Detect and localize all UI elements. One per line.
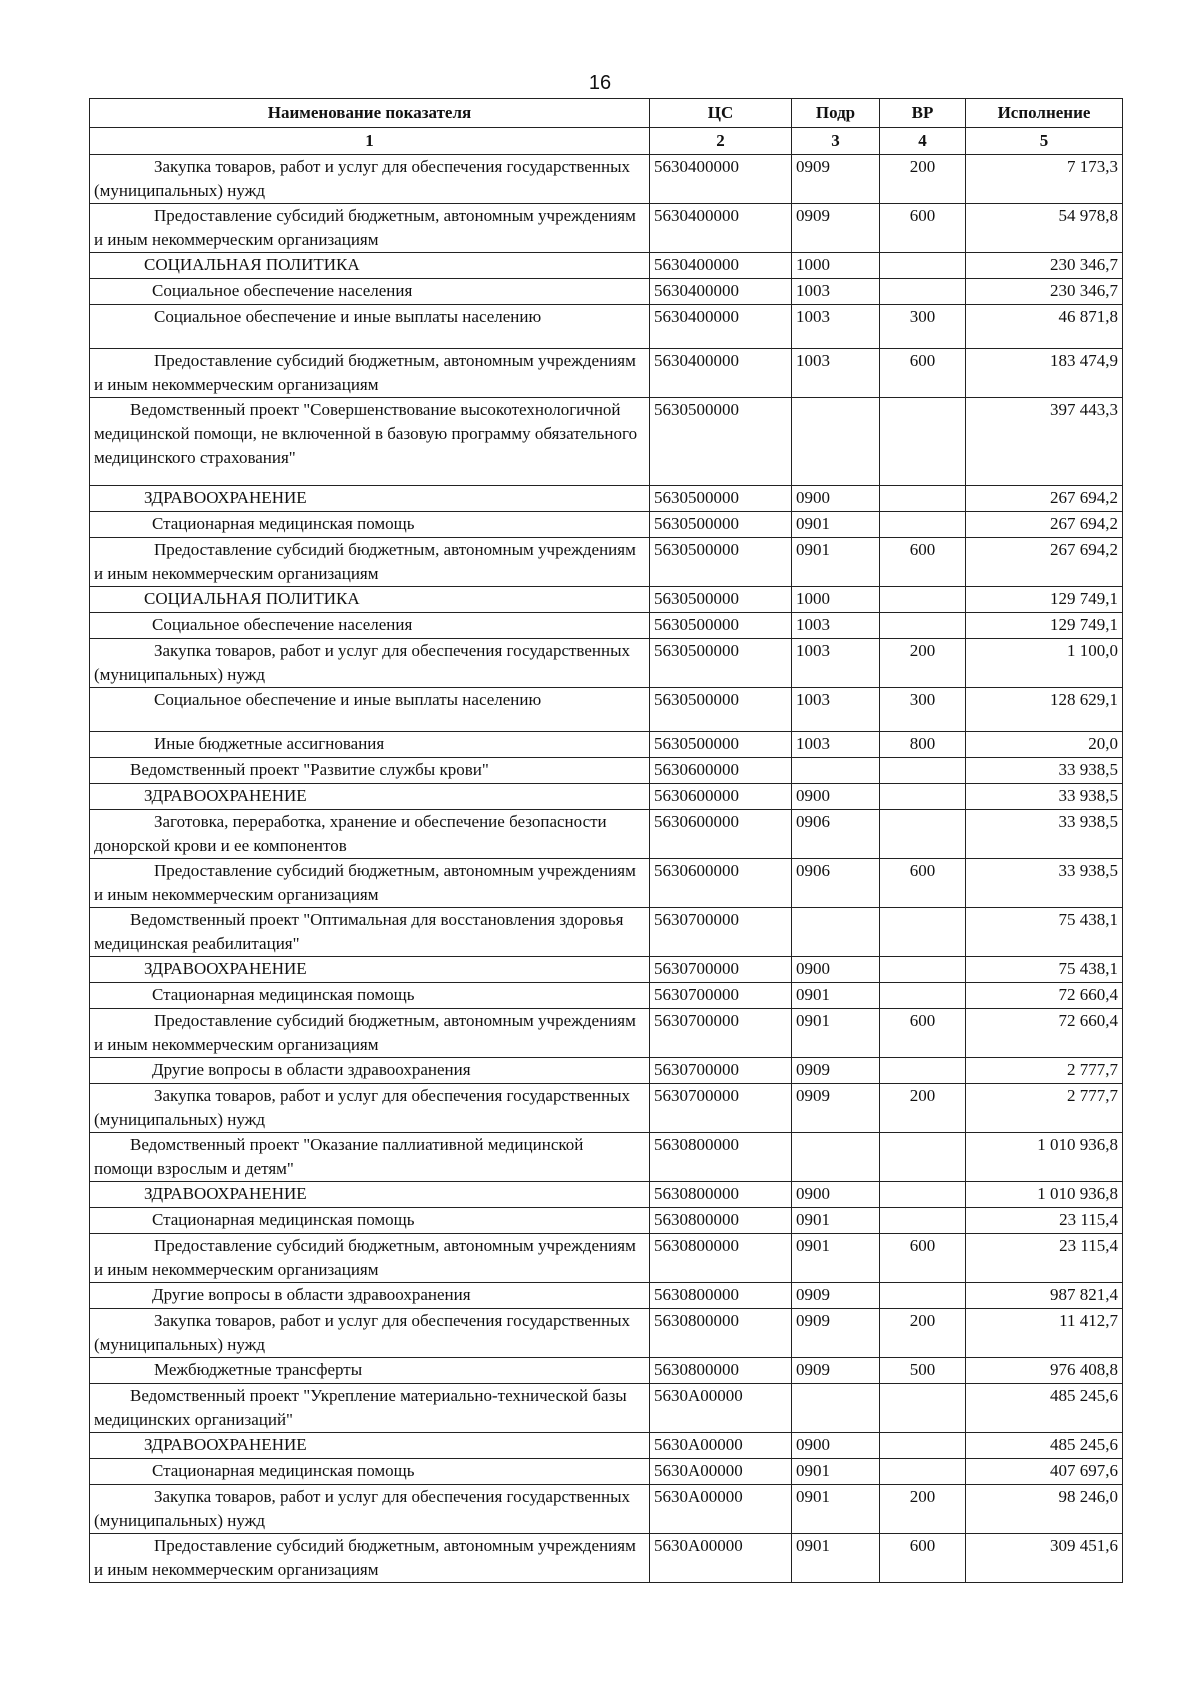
row-vr <box>880 613 966 639</box>
row-exec: 7 173,3 <box>966 155 1123 204</box>
table-row <box>90 1459 1123 1485</box>
table-row <box>90 305 1123 349</box>
row-exec: 1 010 936,8 <box>966 1182 1123 1208</box>
row-vr <box>880 1208 966 1234</box>
table-row <box>90 253 1123 279</box>
row-name: Заготовка, переработка, хранение и обеспечение безопасности донорской крови и ее компонентов <box>90 810 650 859</box>
table-row <box>90 538 1123 587</box>
row-vr: 200 <box>880 1485 966 1534</box>
row-vr <box>880 512 966 538</box>
row-name: Предоставление субсидий бюджетным, автономным учреждениям и иным некоммерческим организациям <box>90 1234 650 1283</box>
column-number: 5 <box>966 128 1123 155</box>
row-exec: 183 474,9 <box>966 349 1123 398</box>
row-podr: 1000 <box>792 253 880 279</box>
row-exec: 128 629,1 <box>966 688 1123 732</box>
row-cs: 5630500000 <box>650 587 792 613</box>
row-cs: 5630700000 <box>650 957 792 983</box>
row-name: Другие вопросы в области здравоохранения <box>90 1058 650 1084</box>
row-podr: 0900 <box>792 1433 880 1459</box>
table-row <box>90 486 1123 512</box>
row-podr: 0900 <box>792 784 880 810</box>
row-podr: 0901 <box>792 983 880 1009</box>
table-row <box>90 1485 1123 1534</box>
row-exec: 976 408,8 <box>966 1358 1123 1384</box>
row-name: Предоставление субсидий бюджетным, автономным учреждениям и иным некоммерческим организациям <box>90 538 650 587</box>
column-number: 2 <box>650 128 792 155</box>
row-name: Ведомственный проект "Совершенствование высокотехнологичной медицинской помощи, не включенной в базовую программу обязательного медицинского страхования" <box>90 398 650 486</box>
row-podr: 1003 <box>792 639 880 688</box>
row-podr: 1003 <box>792 305 880 349</box>
row-name: Закупка товаров, работ и услуг для обеспечения государственных (муниципальных) нужд <box>90 155 650 204</box>
row-exec: 1 010 936,8 <box>966 1133 1123 1182</box>
table-row <box>90 1358 1123 1384</box>
row-cs: 5630800000 <box>650 1208 792 1234</box>
row-vr <box>880 253 966 279</box>
header-podr: Подр <box>792 99 880 128</box>
row-podr: 0906 <box>792 859 880 908</box>
row-cs: 5630500000 <box>650 732 792 758</box>
column-number: 4 <box>880 128 966 155</box>
row-exec: 129 749,1 <box>966 587 1123 613</box>
row-podr: 0909 <box>792 1084 880 1133</box>
header-vr: ВР <box>880 99 966 128</box>
column-number: 3 <box>792 128 880 155</box>
row-podr: 0901 <box>792 1459 880 1485</box>
row-name: Социальное обеспечение населения <box>90 279 650 305</box>
row-name: Закупка товаров, работ и услуг для обеспечения государственных (муниципальных) нужд <box>90 1084 650 1133</box>
budget-table <box>89 98 1123 1583</box>
row-vr: 600 <box>880 1534 966 1583</box>
row-exec: 33 938,5 <box>966 758 1123 784</box>
row-vr <box>880 1283 966 1309</box>
row-exec: 72 660,4 <box>966 983 1123 1009</box>
row-podr: 0906 <box>792 810 880 859</box>
row-cs: 5630A00000 <box>650 1534 792 1583</box>
table-row <box>90 1283 1123 1309</box>
row-vr: 600 <box>880 1009 966 1058</box>
row-exec: 485 245,6 <box>966 1433 1123 1459</box>
row-name: Иные бюджетные ассигнования <box>90 732 650 758</box>
row-exec: 2 777,7 <box>966 1058 1123 1084</box>
header-name: Наименование показателя <box>90 99 650 128</box>
row-vr: 600 <box>880 204 966 253</box>
row-podr <box>792 1133 880 1182</box>
row-name: Стационарная медицинская помощь <box>90 512 650 538</box>
row-exec: 987 821,4 <box>966 1283 1123 1309</box>
row-exec: 129 749,1 <box>966 613 1123 639</box>
row-podr <box>792 908 880 957</box>
row-cs: 5630A00000 <box>650 1384 792 1433</box>
row-cs: 5630400000 <box>650 204 792 253</box>
row-vr <box>880 758 966 784</box>
row-name: Стационарная медицинская помощь <box>90 983 650 1009</box>
row-vr <box>880 486 966 512</box>
row-podr: 1000 <box>792 587 880 613</box>
row-podr: 0909 <box>792 1283 880 1309</box>
row-vr <box>880 1433 966 1459</box>
row-cs: 5630600000 <box>650 810 792 859</box>
row-name: ЗДРАВООХРАНЕНИЕ <box>90 1433 650 1459</box>
row-cs: 5630400000 <box>650 253 792 279</box>
row-cs: 5630400000 <box>650 349 792 398</box>
row-cs: 5630700000 <box>650 983 792 1009</box>
row-vr: 300 <box>880 688 966 732</box>
row-podr: 0909 <box>792 155 880 204</box>
row-podr: 0900 <box>792 957 880 983</box>
row-exec: 485 245,6 <box>966 1384 1123 1433</box>
row-name: Социальное обеспечение и иные выплаты населению <box>90 688 650 732</box>
row-podr: 0909 <box>792 1358 880 1384</box>
table-body <box>90 155 1123 1583</box>
row-cs: 5630400000 <box>650 305 792 349</box>
table-row <box>90 1058 1123 1084</box>
header-row <box>90 99 1123 128</box>
row-cs: 5630800000 <box>650 1358 792 1384</box>
row-exec: 267 694,2 <box>966 512 1123 538</box>
row-exec: 20,0 <box>966 732 1123 758</box>
row-cs: 5630700000 <box>650 1009 792 1058</box>
row-vr: 200 <box>880 1309 966 1358</box>
table-row <box>90 587 1123 613</box>
table-row <box>90 1208 1123 1234</box>
row-exec: 33 938,5 <box>966 859 1123 908</box>
row-podr <box>792 398 880 486</box>
row-vr <box>880 1459 966 1485</box>
row-cs: 5630800000 <box>650 1309 792 1358</box>
table-row <box>90 155 1123 204</box>
row-cs: 5630500000 <box>650 613 792 639</box>
row-podr: 1003 <box>792 732 880 758</box>
row-vr: 600 <box>880 859 966 908</box>
row-cs: 5630A00000 <box>650 1485 792 1534</box>
row-exec: 98 246,0 <box>966 1485 1123 1534</box>
row-exec: 33 938,5 <box>966 810 1123 859</box>
row-vr: 600 <box>880 1234 966 1283</box>
row-cs: 5630400000 <box>650 155 792 204</box>
row-vr: 200 <box>880 1084 966 1133</box>
row-vr <box>880 983 966 1009</box>
row-vr <box>880 1384 966 1433</box>
table-header <box>90 99 1123 155</box>
row-name: Стационарная медицинская помощь <box>90 1459 650 1485</box>
row-cs: 5630600000 <box>650 784 792 810</box>
row-cs: 5630400000 <box>650 279 792 305</box>
row-cs: 5630500000 <box>650 688 792 732</box>
row-name: Предоставление субсидий бюджетным, автономным учреждениям и иным некоммерческим организациям <box>90 1534 650 1583</box>
row-exec: 267 694,2 <box>966 538 1123 587</box>
table-row <box>90 204 1123 253</box>
row-cs: 5630700000 <box>650 1084 792 1133</box>
row-name: Закупка товаров, работ и услуг для обеспечения государственных (муниципальных) нужд <box>90 1485 650 1534</box>
row-exec: 1 100,0 <box>966 639 1123 688</box>
table-row <box>90 1384 1123 1433</box>
row-name: Предоставление субсидий бюджетным, автономным учреждениям и иным некоммерческим организациям <box>90 204 650 253</box>
row-podr: 0901 <box>792 1485 880 1534</box>
row-name: ЗДРАВООХРАНЕНИЕ <box>90 784 650 810</box>
row-name: Закупка товаров, работ и услуг для обеспечения государственных (муниципальных) нужд <box>90 639 650 688</box>
row-vr: 600 <box>880 349 966 398</box>
row-name: Ведомственный проект "Развитие службы крови" <box>90 758 650 784</box>
row-name: Социальное обеспечение и иные выплаты населению <box>90 305 650 349</box>
row-podr: 0900 <box>792 486 880 512</box>
row-vr <box>880 784 966 810</box>
table-row <box>90 1009 1123 1058</box>
row-podr: 0901 <box>792 538 880 587</box>
row-podr: 0909 <box>792 1309 880 1358</box>
table-row <box>90 908 1123 957</box>
row-cs: 5630A00000 <box>650 1459 792 1485</box>
row-exec: 230 346,7 <box>966 253 1123 279</box>
row-exec: 75 438,1 <box>966 957 1123 983</box>
row-vr: 800 <box>880 732 966 758</box>
table-row <box>90 859 1123 908</box>
row-podr: 0909 <box>792 1058 880 1084</box>
table-row <box>90 957 1123 983</box>
row-exec: 23 115,4 <box>966 1234 1123 1283</box>
row-podr: 0909 <box>792 204 880 253</box>
row-cs: 5630800000 <box>650 1234 792 1283</box>
table-row <box>90 1309 1123 1358</box>
table-row <box>90 398 1123 486</box>
row-vr: 300 <box>880 305 966 349</box>
row-vr <box>880 1058 966 1084</box>
table-row <box>90 688 1123 732</box>
table-row <box>90 732 1123 758</box>
header-exec: Исполнение <box>966 99 1123 128</box>
row-exec: 75 438,1 <box>966 908 1123 957</box>
row-name: Социальное обеспечение населения <box>90 613 650 639</box>
table-row <box>90 1234 1123 1283</box>
row-name: Ведомственный проект "Оказание паллиативной медицинской помощи взрослым и детям" <box>90 1133 650 1182</box>
row-vr <box>880 398 966 486</box>
row-cs: 5630500000 <box>650 398 792 486</box>
row-name: ЗДРАВООХРАНЕНИЕ <box>90 1182 650 1208</box>
row-exec: 11 412,7 <box>966 1309 1123 1358</box>
row-cs: 5630800000 <box>650 1283 792 1309</box>
table-row <box>90 1534 1123 1583</box>
row-cs: 5630800000 <box>650 1182 792 1208</box>
row-cs: 5630700000 <box>650 908 792 957</box>
row-cs: 5630600000 <box>650 758 792 784</box>
table-row <box>90 784 1123 810</box>
row-exec: 407 697,6 <box>966 1459 1123 1485</box>
row-vr: 200 <box>880 155 966 204</box>
table-row <box>90 810 1123 859</box>
row-name: СОЦИАЛЬНАЯ ПОЛИТИКА <box>90 587 650 613</box>
row-name: Предоставление субсидий бюджетным, автономным учреждениям и иным некоммерческим организациям <box>90 859 650 908</box>
row-exec: 267 694,2 <box>966 486 1123 512</box>
row-exec: 2 777,7 <box>966 1084 1123 1133</box>
row-exec: 230 346,7 <box>966 279 1123 305</box>
column-number-row <box>90 128 1123 155</box>
header-cs: ЦС <box>650 99 792 128</box>
table-row <box>90 279 1123 305</box>
row-cs: 5630800000 <box>650 1133 792 1182</box>
row-cs: 5630600000 <box>650 859 792 908</box>
row-cs: 5630500000 <box>650 512 792 538</box>
table-row <box>90 512 1123 538</box>
row-podr: 1003 <box>792 349 880 398</box>
row-name: Ведомственный проект "Оптимальная для восстановления здоровья медицинская реабилитация" <box>90 908 650 957</box>
row-name: Предоставление субсидий бюджетным, автономным учреждениям и иным некоммерческим организациям <box>90 349 650 398</box>
row-cs: 5630A00000 <box>650 1433 792 1459</box>
table-row <box>90 1084 1123 1133</box>
row-vr: 600 <box>880 538 966 587</box>
row-podr: 0901 <box>792 512 880 538</box>
row-cs: 5630500000 <box>650 486 792 512</box>
row-vr <box>880 1182 966 1208</box>
row-name: Другие вопросы в области здравоохранения <box>90 1283 650 1309</box>
row-cs: 5630500000 <box>650 639 792 688</box>
row-podr: 0901 <box>792 1534 880 1583</box>
table-row <box>90 758 1123 784</box>
row-vr <box>880 957 966 983</box>
row-cs: 5630700000 <box>650 1058 792 1084</box>
row-vr <box>880 279 966 305</box>
row-podr: 0900 <box>792 1182 880 1208</box>
row-vr: 200 <box>880 639 966 688</box>
row-name: Закупка товаров, работ и услуг для обеспечения государственных (муниципальных) нужд <box>90 1309 650 1358</box>
page-number: 16 <box>588 72 612 94</box>
row-vr <box>880 1133 966 1182</box>
table-row <box>90 1133 1123 1182</box>
row-name: ЗДРАВООХРАНЕНИЕ <box>90 486 650 512</box>
row-vr: 500 <box>880 1358 966 1384</box>
row-name: Межбюджетные трансферты <box>90 1358 650 1384</box>
row-podr <box>792 1384 880 1433</box>
row-podr: 0901 <box>792 1234 880 1283</box>
row-cs: 5630500000 <box>650 538 792 587</box>
row-name: Стационарная медицинская помощь <box>90 1208 650 1234</box>
row-exec: 23 115,4 <box>966 1208 1123 1234</box>
row-exec: 54 978,8 <box>966 204 1123 253</box>
row-vr <box>880 587 966 613</box>
row-name: СОЦИАЛЬНАЯ ПОЛИТИКА <box>90 253 650 279</box>
row-exec: 72 660,4 <box>966 1009 1123 1058</box>
table-row <box>90 1182 1123 1208</box>
row-podr: 1003 <box>792 279 880 305</box>
row-podr: 1003 <box>792 613 880 639</box>
row-exec: 397 443,3 <box>966 398 1123 486</box>
row-exec: 46 871,8 <box>966 305 1123 349</box>
table-row <box>90 639 1123 688</box>
row-podr: 1003 <box>792 688 880 732</box>
row-vr <box>880 810 966 859</box>
row-exec: 309 451,6 <box>966 1534 1123 1583</box>
table-row <box>90 613 1123 639</box>
row-podr: 0901 <box>792 1009 880 1058</box>
row-podr <box>792 758 880 784</box>
table-row <box>90 349 1123 398</box>
column-number: 1 <box>90 128 650 155</box>
row-exec: 33 938,5 <box>966 784 1123 810</box>
table-row <box>90 1433 1123 1459</box>
row-name: ЗДРАВООХРАНЕНИЕ <box>90 957 650 983</box>
row-podr: 0901 <box>792 1208 880 1234</box>
row-vr <box>880 908 966 957</box>
table-row <box>90 983 1123 1009</box>
row-name: Предоставление субсидий бюджетным, автономным учреждениям и иным некоммерческим организациям <box>90 1009 650 1058</box>
row-name: Ведомственный проект "Укрепление материально-технической базы медицинских организаций" <box>90 1384 650 1433</box>
